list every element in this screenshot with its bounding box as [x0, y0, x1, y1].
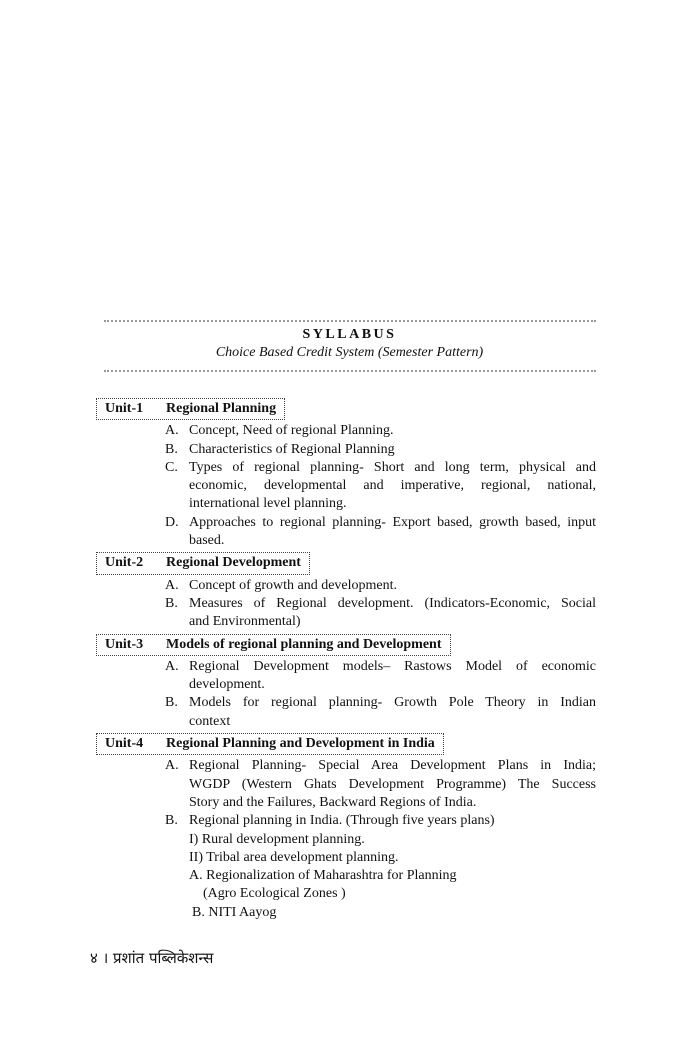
- list-item: [96, 694, 596, 731]
- unit-header: [96, 552, 310, 574]
- page-footer: ४ । प्रशांत पब्लिकेशन्स: [90, 949, 214, 967]
- item-text-line: Models for regional planning- Growth Pole Theory in Indian: [189, 695, 596, 711]
- unit-label: Unit-4: [105, 736, 144, 752]
- unit-title: Regional Planning: [166, 401, 277, 416]
- list-item: [96, 514, 596, 551]
- list-item: [96, 422, 596, 440]
- item-text-line: Characteristics of Regional Planning: [189, 441, 395, 457]
- unit-label: Unit-2: [105, 555, 144, 571]
- item-letter: B.: [165, 813, 178, 829]
- item-text-line: Approaches to regional planning- Export based, growth based, input: [189, 514, 596, 530]
- item-text-line: Types of regional planning- Short and long term, physical and: [189, 459, 596, 475]
- sub-item: B. NITI Aayog: [192, 904, 277, 920]
- item-letter: B.: [165, 595, 178, 611]
- unit-label: Unit-1: [105, 401, 144, 416]
- unit-section: [96, 396, 596, 550]
- unit-title: Models of regional planning and Development: [166, 636, 442, 652]
- item-letter: A.: [165, 758, 179, 774]
- item-text-line: Regional Development models– Rastows Model of economic: [189, 658, 596, 674]
- item-text-line: Measures of Regional development. (Indicators-Economic, Social: [189, 595, 596, 611]
- top-divider: [104, 320, 596, 322]
- list-item: [96, 812, 596, 830]
- sub-item: (Agro Ecological Zones ): [203, 886, 346, 902]
- unit-section: [96, 550, 596, 631]
- unit-header: [96, 398, 285, 420]
- sub-item: I) Rural development planning.: [189, 831, 365, 847]
- page-subtitle: Choice Based Credit System (Semester Pattern): [215, 345, 484, 360]
- item-letter: B.: [165, 441, 178, 457]
- sub-item: A. Regionalization of Maharashtra for Planning: [189, 868, 457, 884]
- item-letter: D.: [165, 514, 179, 530]
- bottom-divider: [104, 370, 596, 372]
- item-text-line: and Environmental): [189, 614, 301, 630]
- item-text-line: Regional planning in India. (Through five years plans): [189, 813, 495, 829]
- unit-title: Regional Planning and Development in India: [166, 736, 435, 752]
- item-letter: C.: [165, 459, 178, 475]
- item-text-line: Concept of growth and development.: [189, 577, 398, 593]
- list-item: [96, 658, 596, 695]
- item-text-line: Story and the Failures, Backward Regions of India.: [189, 794, 477, 810]
- item-text-line: international level planning.: [189, 496, 347, 512]
- page-title: SYLLABUS: [302, 327, 397, 342]
- list-item: [96, 595, 596, 632]
- unit-header: [96, 634, 451, 656]
- unit-title: Regional Development: [166, 555, 301, 571]
- item-letter: A.: [165, 423, 179, 439]
- list-item: [96, 459, 596, 514]
- unit-section: [96, 731, 596, 922]
- unit-label: Unit-3: [105, 636, 144, 652]
- list-item: [96, 441, 596, 459]
- list-item: [96, 757, 596, 812]
- item-text-line: based.: [189, 533, 225, 549]
- item-letter: B.: [165, 695, 178, 711]
- item-text-line: context: [189, 713, 231, 729]
- unit-section: [96, 632, 596, 731]
- sub-item: II) Tribal area development planning.: [189, 849, 399, 865]
- item-text-line: Concept, Need of regional Planning.: [189, 423, 394, 439]
- item-letter: A.: [165, 577, 179, 593]
- item-text-line: development.: [189, 677, 265, 693]
- item-letter: A.: [165, 658, 179, 674]
- item-text-line: WGDP (Western Ghats Development Programme) The Success: [189, 776, 596, 792]
- list-item: [96, 577, 596, 595]
- syllabus-content: [96, 396, 596, 922]
- item-text-line: Regional Planning- Special Area Development Plans in India;: [189, 758, 596, 774]
- unit-header: [96, 733, 444, 755]
- item-text-line: economic, developmental and imperative, regional, national,: [189, 478, 596, 494]
